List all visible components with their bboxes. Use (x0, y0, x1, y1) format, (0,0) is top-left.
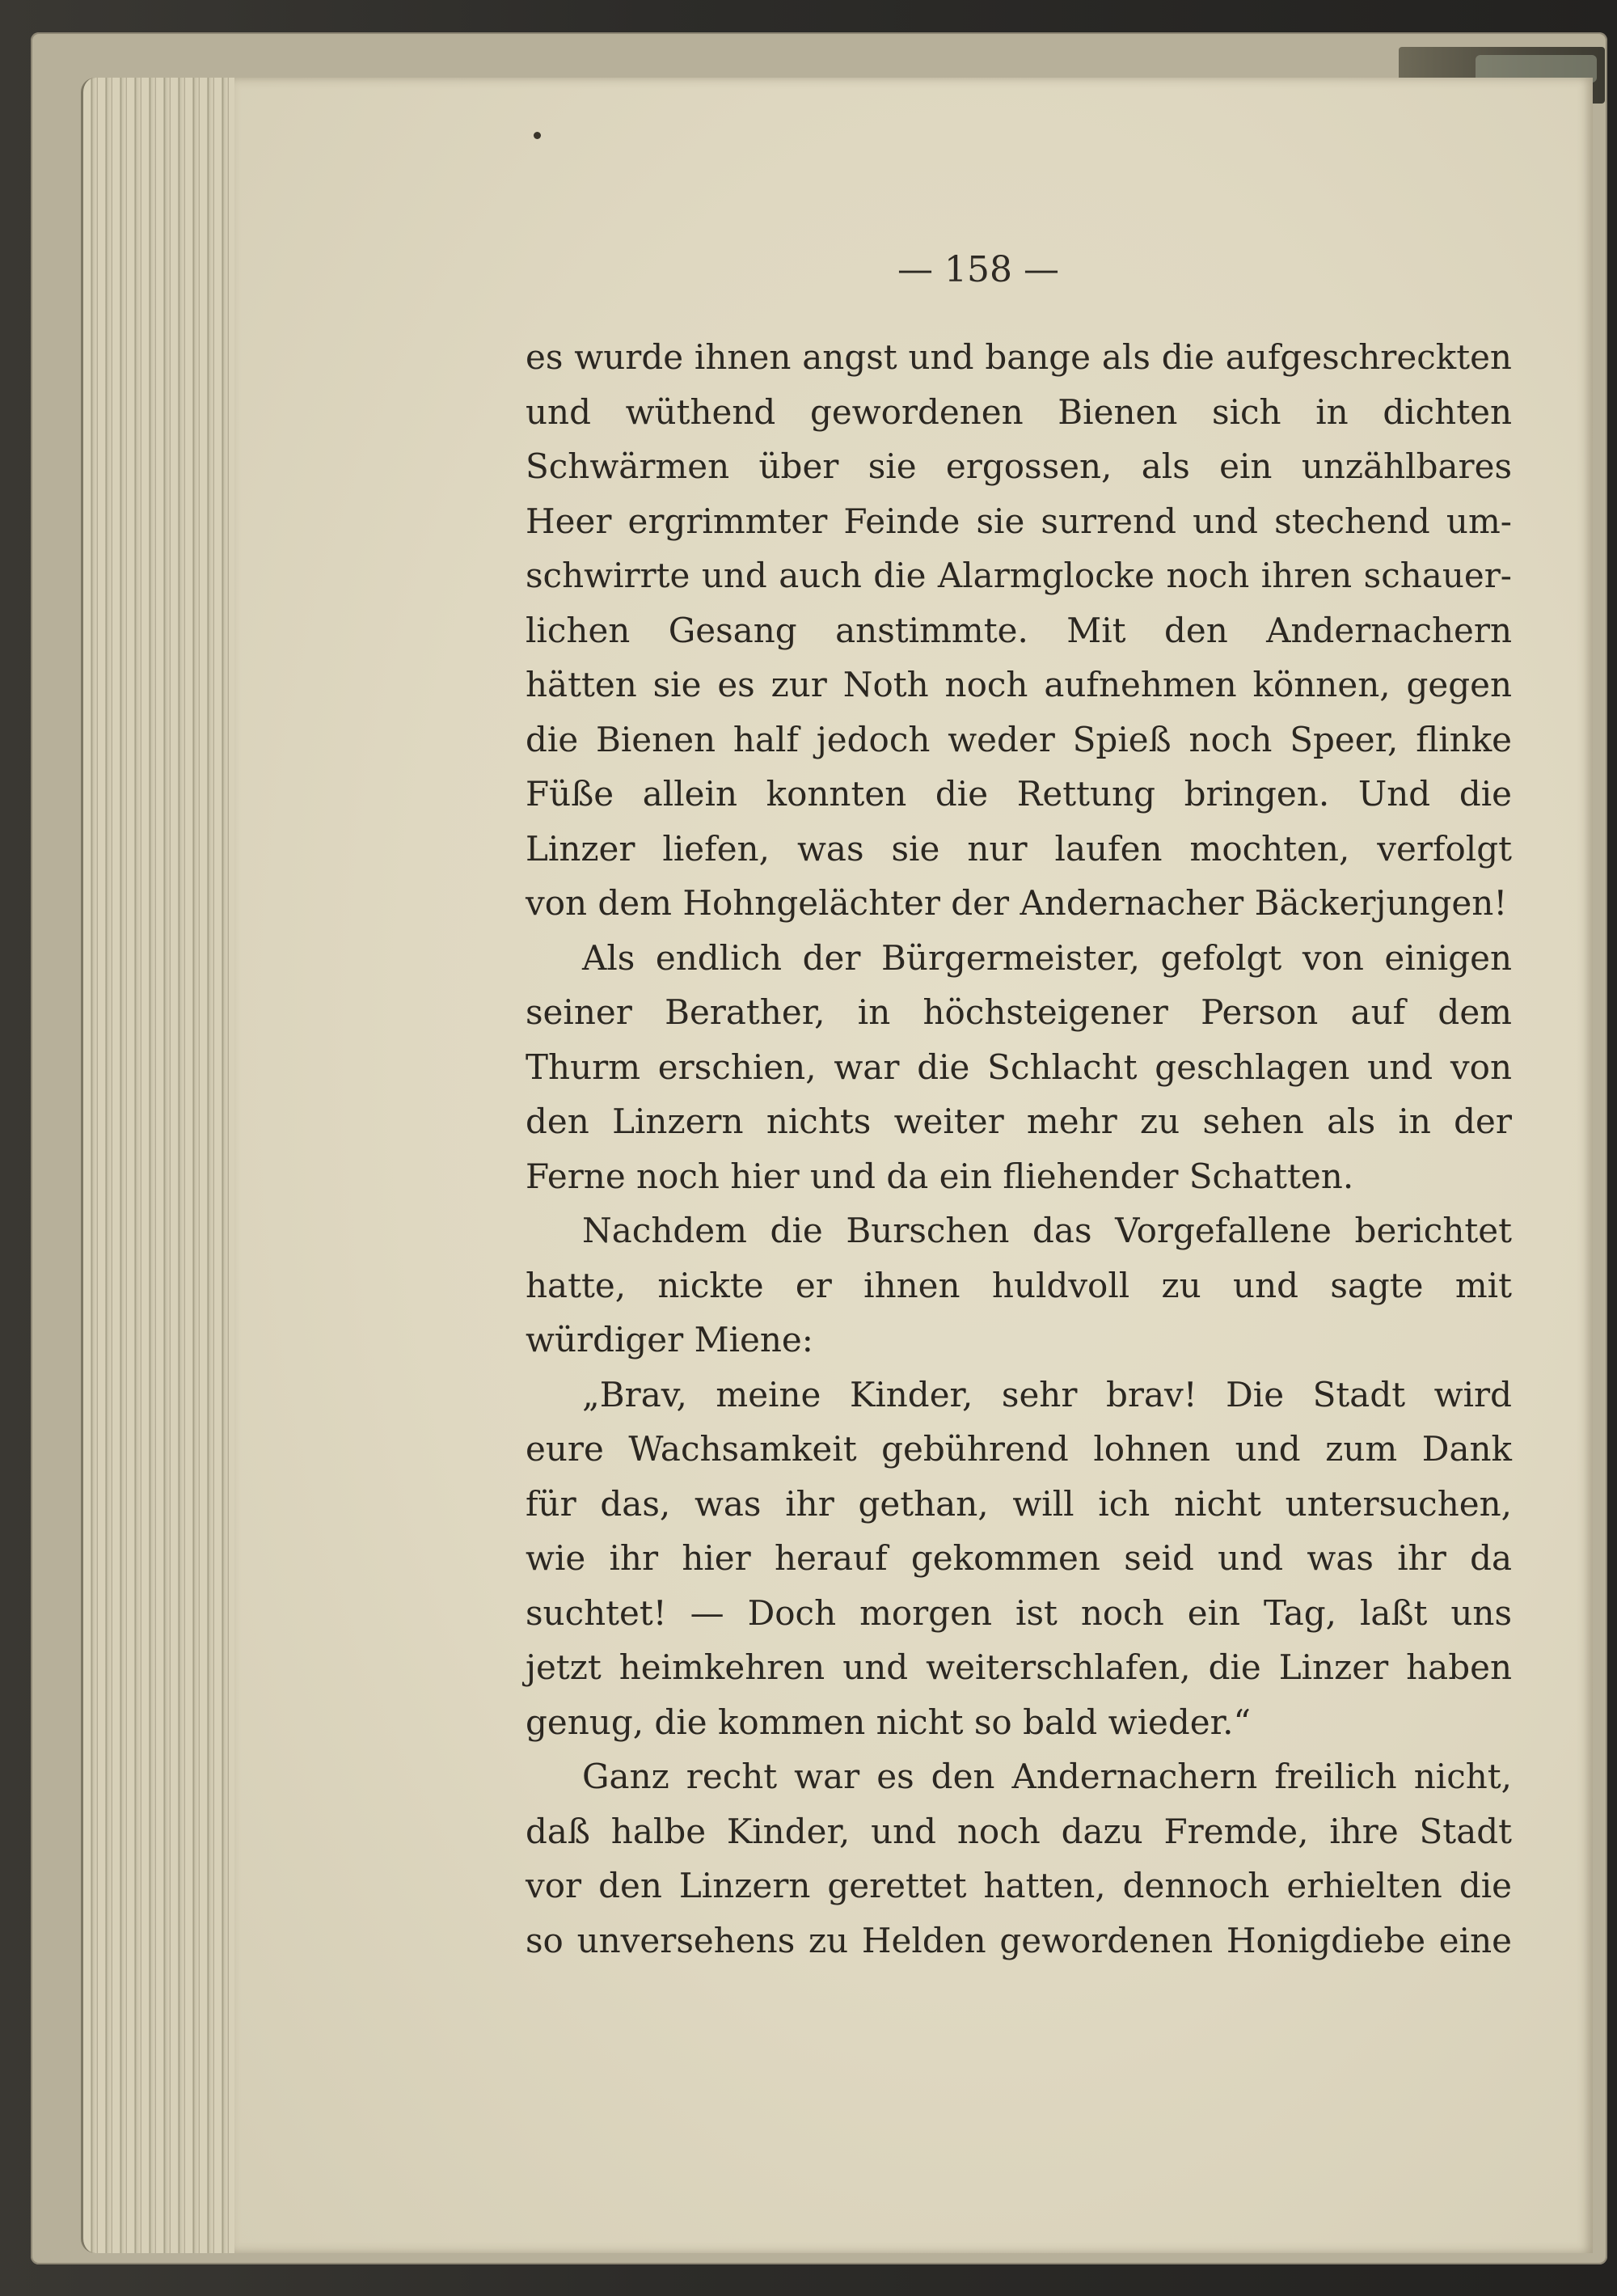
text-line: hätten sie es zur Noth noch aufnehmen können, gegen (526, 665, 1512, 704)
text-line: für das, was ihr gethan, will ich nicht untersuchen, (526, 1483, 1512, 1524)
ink-dot (534, 132, 541, 139)
text-line: eure Wachsamkeit gebührend lohnen und zum Dank (526, 1429, 1512, 1469)
page-number: — 158 — (897, 249, 1059, 290)
text-line: die Bienen half jedoch weder Spieß noch Speer, flinke (526, 719, 1512, 759)
text-line: so unversehens zu Helden gewordenen Honigdiebe eine (526, 1920, 1512, 1960)
text-line: lichen Gesang anstimmte. Mit den Andernachern (526, 610, 1512, 650)
text-line: wie ihr hier herauf gekommen seid und was ihr da (526, 1538, 1512, 1578)
text-line: Ganz recht war es den Andernachern freilich nicht, (582, 1757, 1512, 1796)
text-line: Nachdem die Burschen das Vorgefallene berichtet (582, 1211, 1512, 1250)
text-line: „Brav, meine Kinder, sehr brav! Die Stadt wird (582, 1374, 1512, 1414)
text-line: seiner Berather, in höchsteigener Person auf dem (526, 992, 1512, 1032)
text-line: den Linzern nichts weiter mehr zu sehen als in der (526, 1101, 1512, 1141)
text-line: genug, die kommen nicht so bald wieder.“ (526, 1702, 1251, 1742)
body-text (526, 330, 1512, 1968)
text-line: Thurm erschien, war die Schlacht geschlagen und von (526, 1047, 1512, 1087)
text-line: Füße allein konnten die Rettung bringen. Und die (526, 774, 1512, 814)
text-line: schwirrte und auch die Alarmglocke noch ihren schauer- (526, 556, 1512, 595)
text-line: daß halbe Kinder, und noch dazu Fremde, ihre Stadt (526, 1811, 1512, 1851)
text-line: und wüthend gewordenen Bienen sich in dichten (526, 391, 1512, 432)
text-line: Als endlich der Bürgermeister, gefolgt von einigen (582, 937, 1512, 978)
text-line: suchtet! — Doch morgen ist noch ein Tag, laßt uns (526, 1592, 1512, 1633)
text-line: hatte, nickte er ihnen huldvoll zu und sagte mit (526, 1265, 1512, 1305)
text-line: würdiger Miene: (526, 1320, 813, 1359)
text-line: Linzer liefen, was sie nur laufen mochten, verfolgt (526, 828, 1512, 869)
text-line: von dem Hohngelächter der Andernacher Bäckerjungen! (526, 883, 1508, 923)
text-line: Schwärmen über sie ergossen, als ein unzählbares (526, 446, 1512, 486)
text-line: Heer ergrimmter Feinde sie surrend und stechend um- (526, 501, 1512, 541)
text-line: jetzt heimkehren und weiterschlafen, die Linzer haben (526, 1647, 1512, 1687)
text-line: vor den Linzern gerettet hatten, dennoch erhielten die (526, 1866, 1512, 1905)
text-line: Ferne noch hier und da ein fliehender Schatten. (526, 1156, 1354, 1196)
text-line: es wurde ihnen angst und bange als die aufgeschreckten (526, 337, 1512, 377)
